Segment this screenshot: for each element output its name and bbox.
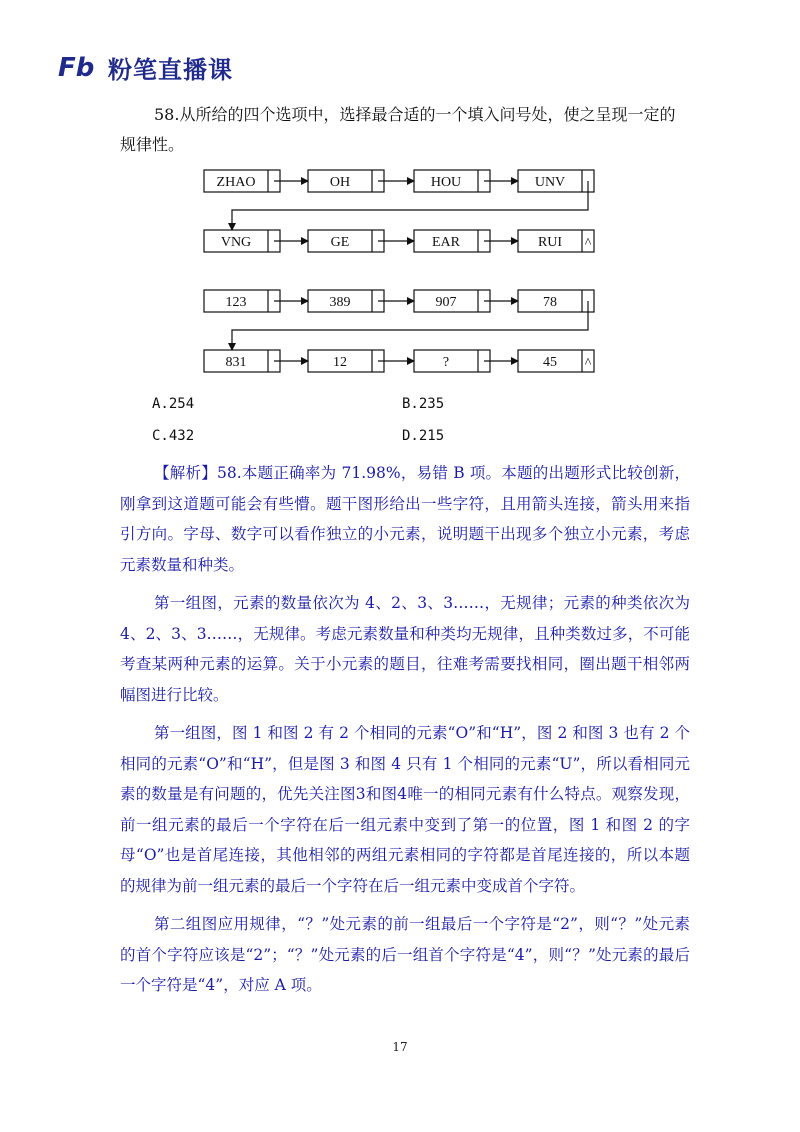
question-line-2: 规律性。: [120, 135, 185, 154]
brand-logo: [58, 52, 233, 82]
page-number: 17: [392, 1040, 408, 1054]
analysis-paragraph-3: 第一组图，图 1 和图 2 有 2 个相同的元素“O”和“H”，图 2 和图 3 也有 2 个相同的元素“O”和“H”，但是图 3 和图 4 只有 1 个相同的元素“U”，所以看相同元素的数量是有问题的，优先关注图3和图4唯一的相同元素有什么特点。观察发现，前一组元素的最后一个字符在后一组元素中变到了第一的位置，图 1 和图 2 的字母“O”也是首尾连接，其他相邻的两组元素相同的字符都是首尾连接的，所以本题的规律为前一组元素的最后一个字符在后一组元素中变成首个字符。: [120, 724, 690, 895]
end-marker-icon: ^: [584, 356, 592, 371]
node-label: ?: [442, 355, 450, 370]
node-label: 831: [225, 355, 247, 370]
fb-logo-icon: [58, 53, 102, 81]
node-label: 12: [333, 355, 347, 370]
node-label: 123: [225, 295, 247, 310]
analysis-paragraph-1: 【解析】58.本题正确率为 71.98%，易错 B 项。本题的出题形式比较创新，刚拿到这道题可能会有些懵。题干图形给出一些字符，且用箭头连接，箭头用来指引方向。字母、数字可以看作独立的小元素，说明题干出现多个独立小元素，考虑元素数量和种类。: [120, 464, 690, 574]
analysis-paragraph-4: 第二组图应用规律，“？”处元素的前一组最后一个字符是“2”，则“？”处元素的首个字符应该是“2”；“？”处元素的后一组首个字符是“4”，则“？”处元素的最后一个字符是“4”，对应 A 项。: [120, 915, 690, 994]
node-label: EAR: [432, 235, 460, 250]
node-label: RUI: [537, 235, 563, 250]
question-line-1: 58.从所给的四个选项中，选择最合适的一个填入问号处，使之呈现一定的: [154, 105, 676, 124]
linked-list-diagram: [200, 166, 600, 382]
node-label: VNG: [220, 235, 252, 250]
option-c[interactable]: C.432: [152, 428, 195, 444]
brand-name: 粉笔直播课: [108, 55, 233, 84]
wrap-connector: [232, 301, 588, 350]
option-b[interactable]: B.235: [402, 396, 445, 412]
node-label: HOU: [430, 175, 462, 190]
node-label: OH: [329, 175, 351, 190]
node-label: ZHAO: [216, 175, 256, 190]
node-label: 78: [543, 295, 557, 310]
node-label: 907: [435, 295, 457, 310]
question-stem: [120, 100, 690, 160]
node-label: 389: [329, 295, 351, 310]
node-label: 45: [543, 355, 557, 370]
node-label: UNV: [534, 175, 566, 190]
analysis-section: [120, 458, 690, 1009]
option-d[interactable]: D.215: [402, 428, 445, 444]
node-label: GE: [330, 235, 350, 250]
option-a[interactable]: A.254: [152, 396, 195, 412]
logo-mark-text: Fb: [58, 53, 95, 81]
analysis-paragraph-2: 第一组图，元素的数量依次为 4、2、3、3……，无规律；元素的种类依次为 4、2、3、3……，无规律。考虑元素数量和种类均无规律，且种类数过多，不可能考查某两种元素的运算。关于小元素的题目，往难考需要找相同，圈出题干相邻两幅图进行比较。: [120, 594, 690, 704]
end-marker-icon: ^: [584, 236, 592, 251]
